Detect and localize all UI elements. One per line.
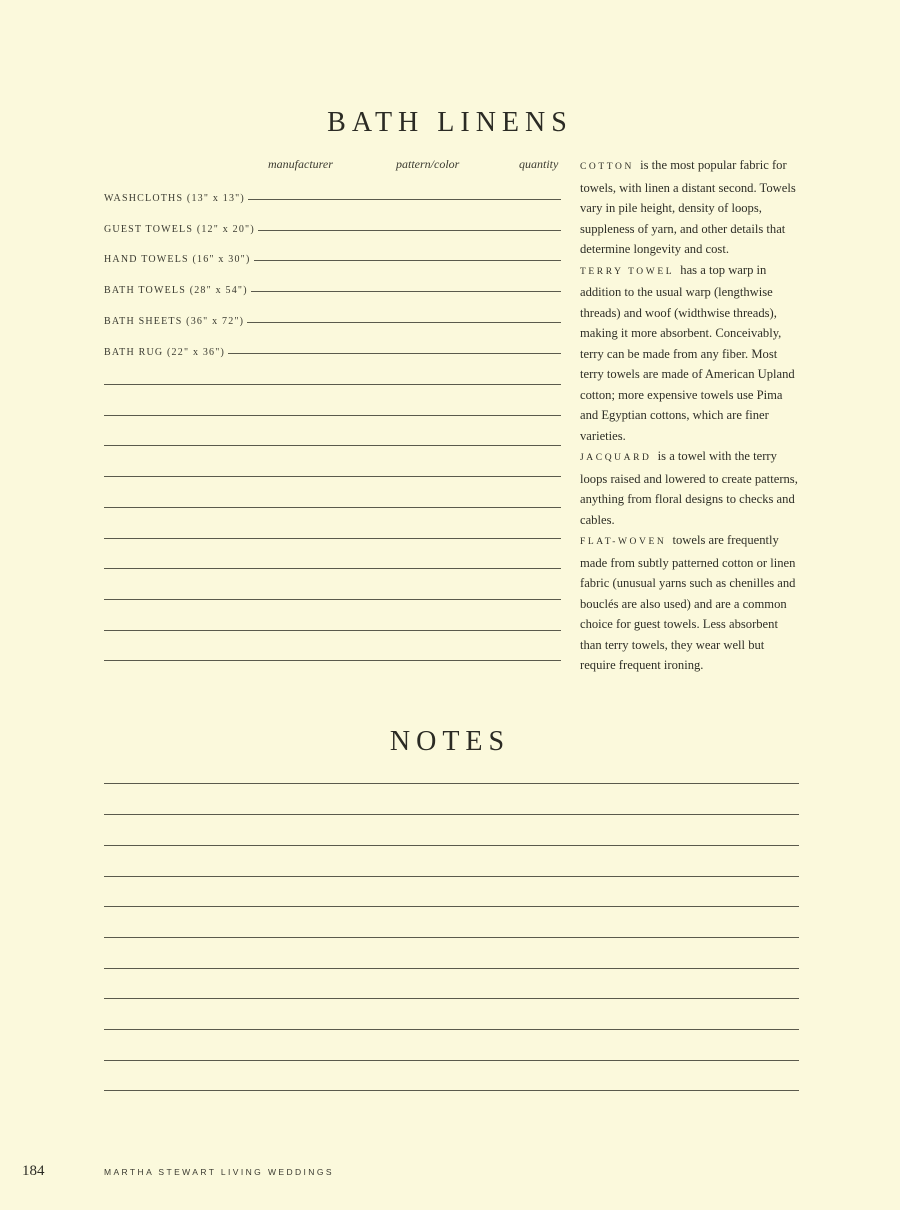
item-label: WASHCLOTHS (13" x 13")	[104, 193, 245, 204]
fabric-guide-sidebar	[580, 155, 802, 676]
item-row-hand-towels[interactable]	[104, 241, 561, 265]
column-header-pattern-color: pattern/color	[396, 157, 460, 171]
sidebar-term: TERRY TOWEL	[580, 266, 675, 277]
sidebar-entry-jacquard	[580, 446, 802, 530]
entry-line[interactable]	[251, 291, 561, 292]
item-label: GUEST TOWELS (12" x 20")	[104, 224, 255, 235]
blank-entry-line[interactable]	[104, 538, 561, 539]
sidebar-text: is the most popular fabric for towels, with linen a distant second. Towels vary in pile height, density of loops, suppleness of yarn, and other details that determine longevity and cost.	[580, 158, 796, 256]
sidebar-entry-flat-woven	[580, 530, 802, 676]
blank-entry-line[interactable]	[104, 630, 561, 631]
notes-line[interactable]	[104, 876, 799, 877]
blank-entry-line[interactable]	[104, 415, 561, 416]
blank-entry-line[interactable]	[104, 384, 561, 385]
blank-entry-line[interactable]	[104, 660, 561, 661]
sidebar-term: JACQUARD	[580, 453, 652, 463]
item-label: BATH SHEETS (36" x 72")	[104, 316, 245, 327]
sidebar-entry-terry-towel	[580, 260, 802, 447]
item-row-bath-towels[interactable]	[104, 272, 561, 296]
item-label: BATH TOWELS (28" x 54")	[104, 285, 248, 296]
notes-line[interactable]	[104, 998, 799, 999]
blank-entry-line[interactable]	[104, 568, 561, 569]
column-header-manufacturer: manufacturer	[268, 157, 333, 171]
sidebar-entry-cotton	[580, 155, 802, 260]
item-row-guest-towels[interactable]	[104, 211, 561, 235]
item-row-bath-rug[interactable]	[104, 334, 561, 358]
sidebar-text: towels are frequently made from subtly patterned cotton or linen fabric (unusual yarns such as chenilles and bouclés are also used) and are a common choice for guest towels. Less absorbent than terry towels, they wear well but require frequent ironing.	[580, 533, 796, 672]
sidebar-text: has a top warp in addition to the usual warp (lengthwise threads) and woof (widthwise threads), making it more absorbent. Conceivably, terry can be made from any fiber. Most terry towels are made of American Upland cotton; more expensive towels use Pima and Egyptian cottons, which are finer varieties.	[580, 262, 795, 443]
notes-line[interactable]	[104, 783, 799, 784]
entry-line[interactable]	[247, 322, 561, 323]
item-row-bath-sheets[interactable]	[104, 303, 561, 327]
item-label: HAND TOWELS (16" x 30")	[104, 254, 251, 265]
item-label: BATH RUG (22" x 36")	[104, 347, 226, 358]
notes-line[interactable]	[104, 814, 799, 815]
entry-line[interactable]	[258, 230, 561, 231]
blank-entry-line[interactable]	[104, 507, 561, 508]
notes-line[interactable]	[104, 1029, 799, 1030]
notes-line[interactable]	[104, 906, 799, 907]
entry-line[interactable]	[254, 260, 562, 261]
running-footer: MARTHA STEWART LIVING WEDDINGS	[104, 1167, 334, 1177]
notes-line[interactable]	[104, 937, 799, 938]
entry-line[interactable]	[248, 199, 561, 200]
notes-line[interactable]	[104, 845, 799, 846]
column-header-quantity: quantity	[519, 157, 559, 171]
notes-title: NOTES	[389, 726, 511, 758]
page-title: BATH LINENS	[327, 106, 573, 138]
blank-entry-line[interactable]	[104, 599, 561, 600]
notes-line[interactable]	[104, 968, 799, 969]
entry-line[interactable]	[228, 353, 561, 354]
notes-line[interactable]	[104, 1090, 799, 1091]
sidebar-term: FLAT-WOVEN	[580, 537, 667, 547]
blank-entry-line[interactable]	[104, 445, 561, 446]
sidebar-term: COTTON	[580, 162, 634, 172]
blank-entry-line[interactable]	[104, 476, 561, 477]
item-row-washcloths[interactable]	[104, 180, 561, 204]
sidebar-text: is a towel with the terry loops raised and lowered to create patterns, anything from floral designs to checks and cables.	[580, 449, 798, 527]
notes-line[interactable]	[104, 1060, 799, 1061]
page-number: 184	[22, 1163, 45, 1179]
